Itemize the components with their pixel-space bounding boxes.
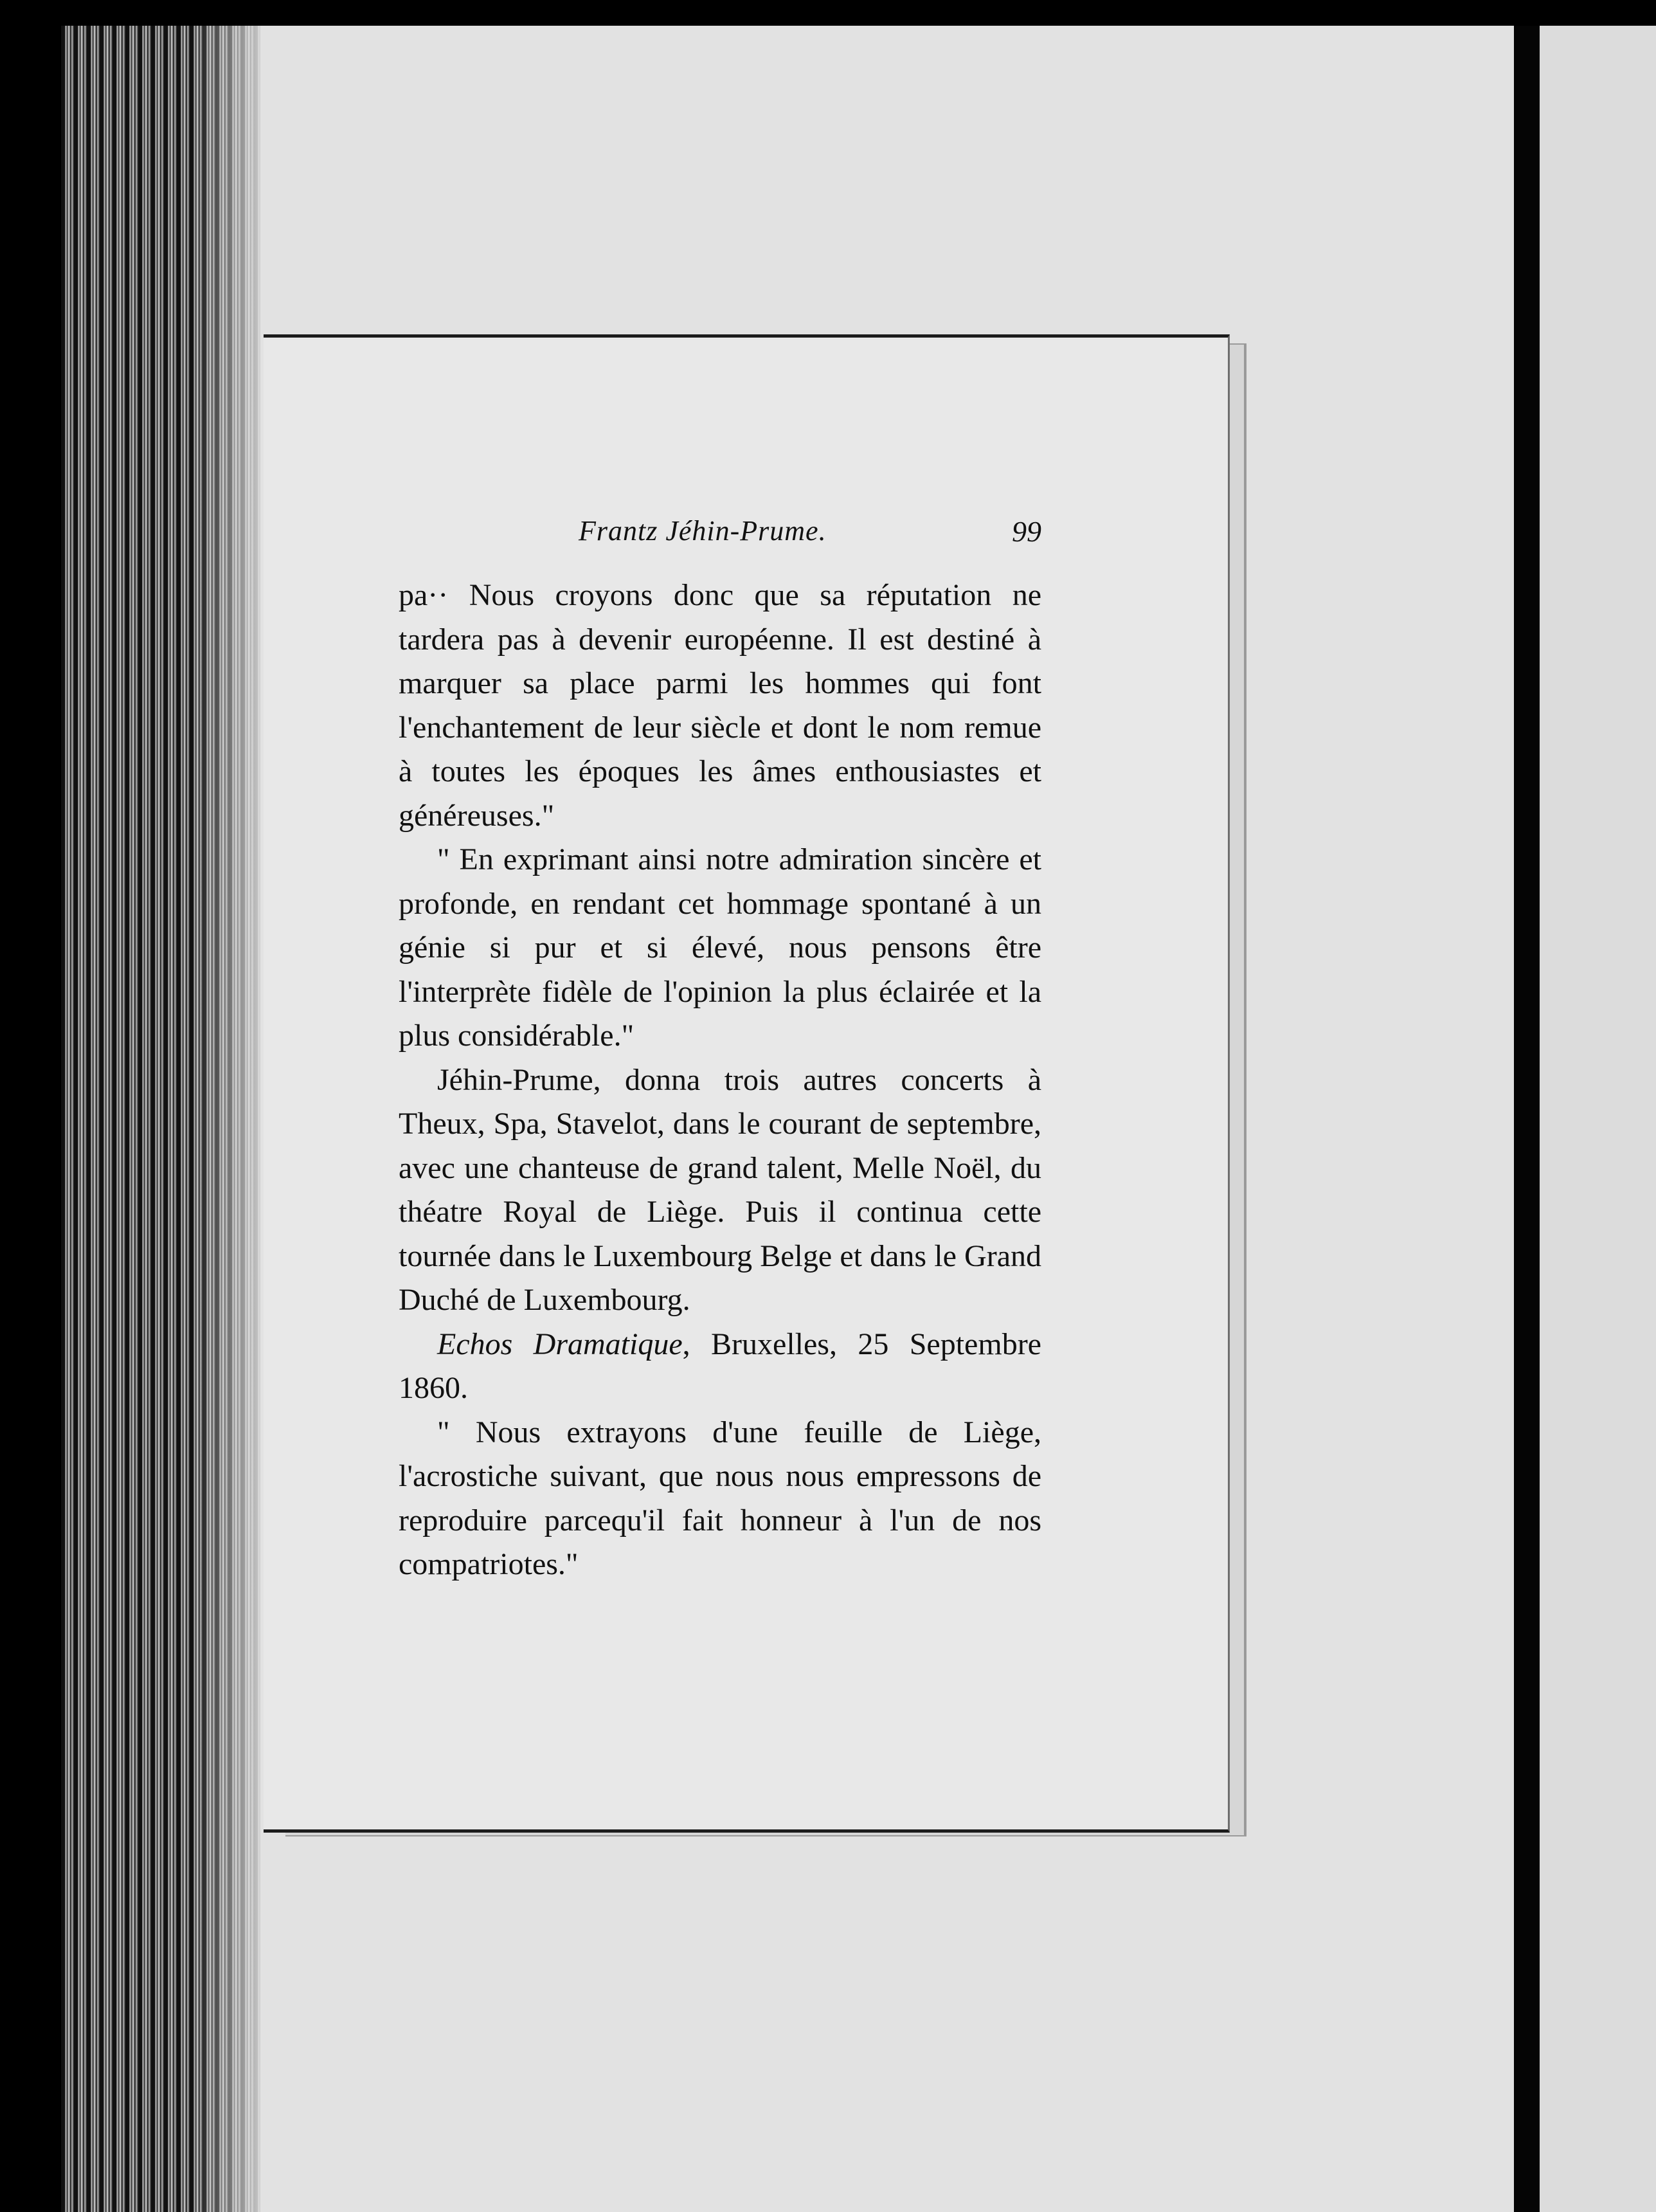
paragraph-4-source — [399, 1323, 1041, 1411]
page-stack-shadow — [193, 26, 270, 2212]
page-number: 99 — [1012, 515, 1041, 548]
source-details: , Bruxelles, 25 Septembre 1860. — [399, 1327, 1041, 1405]
paragraph-2: " En exprimant ainsi notre admiration sincère et profonde, en rendant cet hommage spontané à un génie si pur et si élevé, nous pensons être l'interprète fidèle de l'opinion la plus éclairée et la plus considérable." — [399, 842, 1041, 1053]
book-gutter — [1514, 26, 1540, 2212]
source-title: Echos Dramatique — [437, 1327, 683, 1361]
running-head — [399, 514, 1041, 559]
text-block — [399, 514, 1041, 1587]
facing-page-edge — [1540, 26, 1656, 2212]
running-title: Frantz Jéhin-Prume. — [579, 515, 827, 547]
paragraph-5: " Nous extrayons d'une feuille de Liège, l'acrostiche suivant, que nous nous empressons de reproduire parcequ'il fait honneur à l'un de nos compatriotes." — [399, 1415, 1041, 1581]
paragraph-1: pa·· Nous croyons donc que sa réputation ne tardera pas à devenir européenne. Il est destiné à marquer sa place parmi les hommes qui font l'enchantement de leur siècle et dont le nom remue à toutes les époques les âmes enthousiastes et généreuses." — [399, 578, 1041, 833]
paragraph-3: Jéhin-Prume, donna trois autres concerts à Theux, Spa, Stavelot, dans le courant de septembre, avec une chanteuse de grand talent, Melle Noël, du théatre Royal de Liège. Puis il continua cette tournée dans le Luxembourg Belge et dans le Grand Duché de Luxembourg. — [399, 1062, 1041, 1317]
